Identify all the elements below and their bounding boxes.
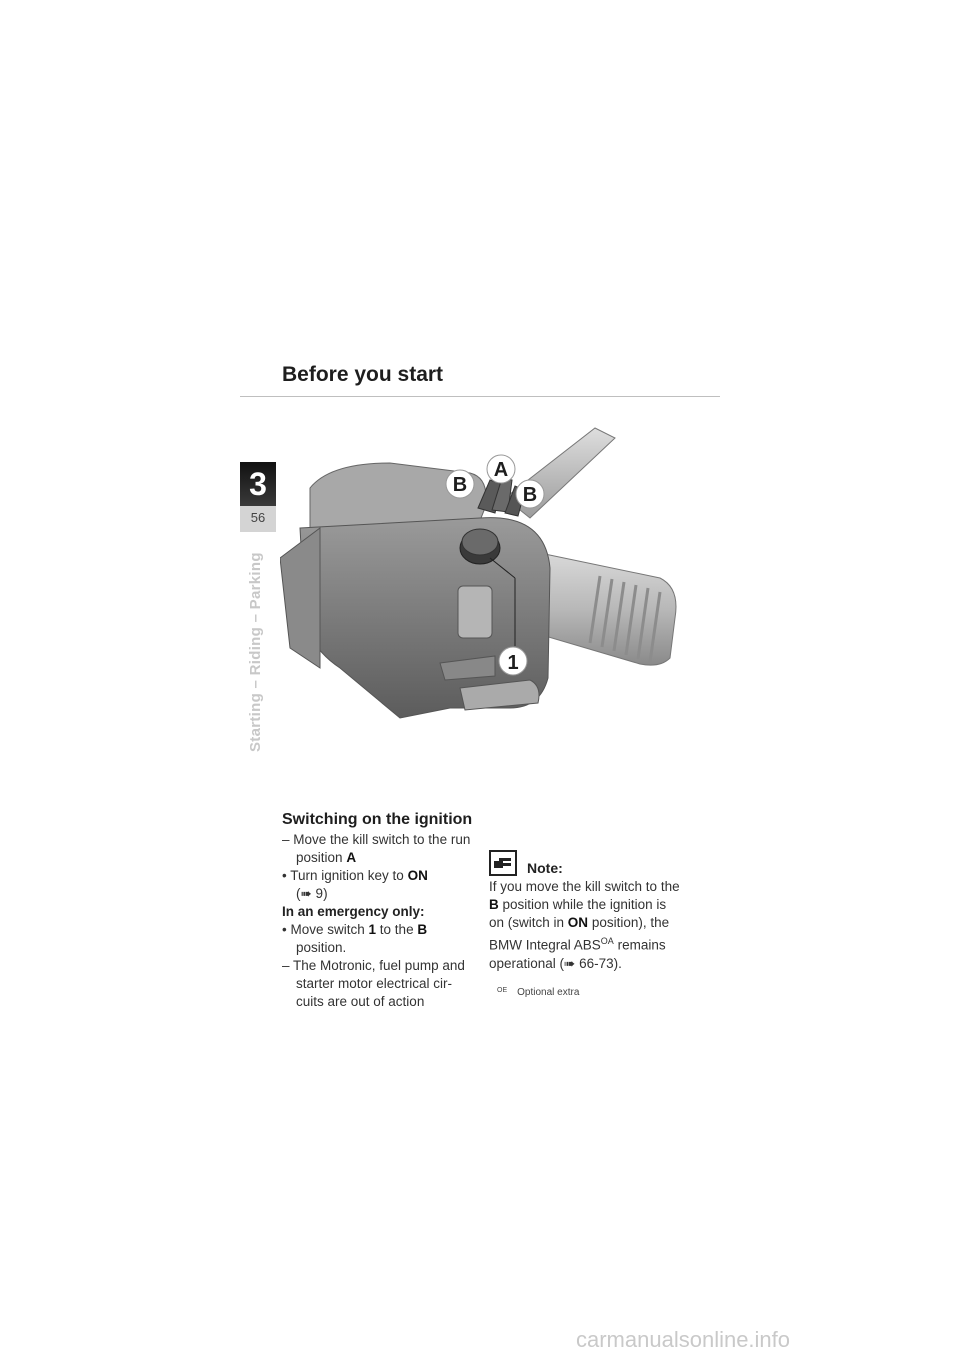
note-line-1: If you move the kill switch to the xyxy=(489,879,680,894)
page-number: 56 xyxy=(250,510,266,525)
ignition-instructions xyxy=(282,811,482,1011)
note-line-5: operational (➠ 66-73). xyxy=(489,955,622,971)
label-1: 1 xyxy=(507,652,519,674)
step-1: – Move the kill switch to the run xyxy=(282,832,471,847)
step-3: • Move switch 1 to the B xyxy=(282,922,428,937)
handlebar-switch-illustration xyxy=(280,418,720,748)
chapter-tab xyxy=(240,462,276,532)
emergency-heading: In an emergency only: xyxy=(282,904,425,919)
section-heading: Switching on the ignition xyxy=(282,811,473,828)
note-label: Note: xyxy=(527,860,563,876)
note-line-4: BMW Integral $ABS^{OA}$ remains xyxy=(489,936,666,953)
footnote-symbol: OE xyxy=(497,987,508,994)
page-title: Before you start xyxy=(282,363,444,386)
step-2-ref: (➠ 9) xyxy=(296,886,328,901)
step-3-cont: position. xyxy=(296,940,347,955)
chapter-number: 3 xyxy=(249,466,267,502)
chapter-side-label: Starting – Riding – Parking xyxy=(247,552,264,752)
step-4-l3: cuits are out of action xyxy=(296,994,425,1009)
label-b-right: B xyxy=(522,484,538,506)
note-line-2: B position while the ignition is xyxy=(489,897,667,912)
label-b-left: B xyxy=(452,474,468,496)
footnote-text: Optional extra xyxy=(517,987,580,998)
title-rule xyxy=(240,396,720,397)
note-line-3: on (switch in ON position), the xyxy=(489,915,670,930)
footnote xyxy=(497,987,579,998)
note-box xyxy=(489,848,709,973)
step-2: • Turn ignition key to ON xyxy=(282,868,428,883)
step-4: – The Motronic, fuel pump and xyxy=(282,958,465,973)
watermark: carmanualsonline.info xyxy=(576,1327,791,1352)
chapter-number-block xyxy=(240,462,276,506)
step-1-cont: position A xyxy=(296,850,357,865)
note-hand-icon xyxy=(489,850,517,876)
label-a: A xyxy=(493,459,509,481)
step-4-l2: starter motor electrical cir- xyxy=(296,976,453,991)
